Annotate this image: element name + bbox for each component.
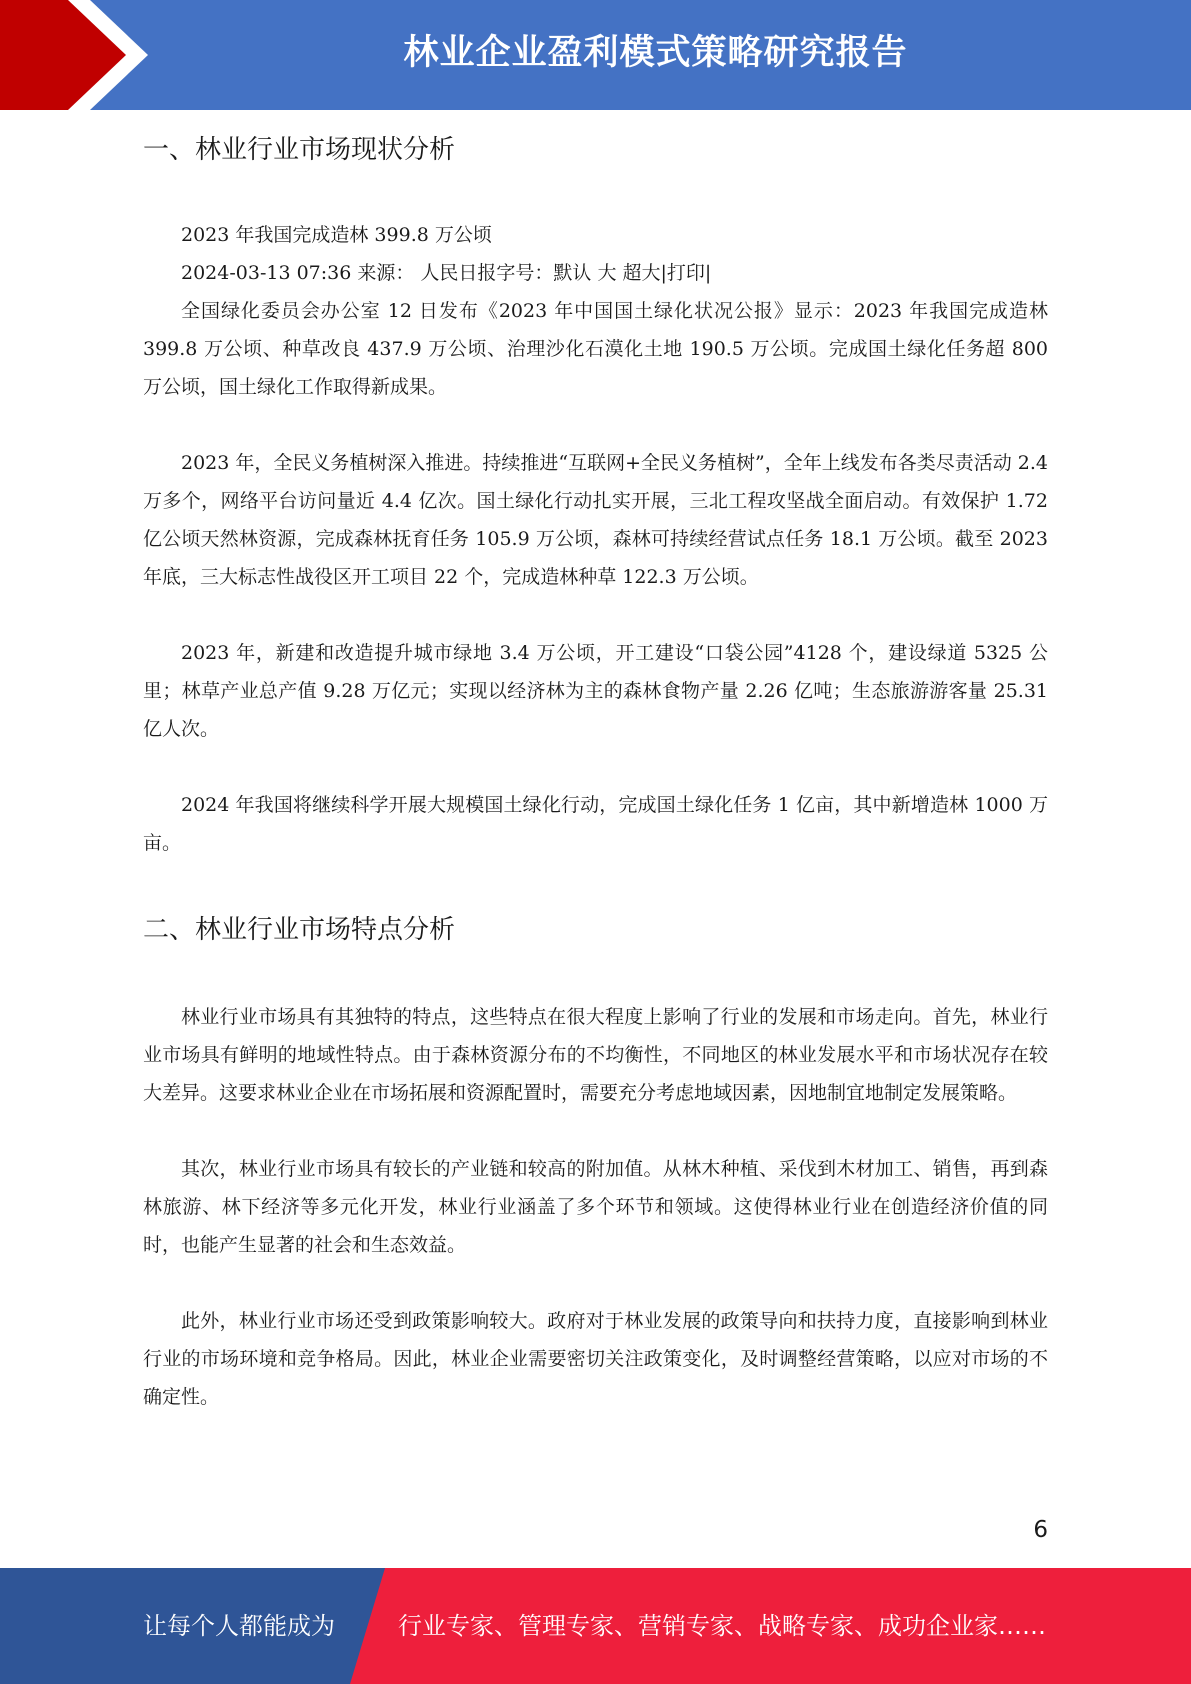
article-headline: 2023 年我国完成造林 399.8 万公顷: [181, 224, 492, 246]
paragraph: 其次，林业行业市场具有较长的产业链和较高的附加值。从林木种植、采伐到木材加工、销售，再到森林旅游、林下经济等多元化开发，林业行业涵盖了多个环节和领域。这使得林业行业在创造经济价值的同时，也能产生显著的社会和生态效益。: [143, 1158, 1048, 1256]
page-content: [143, 132, 1048, 1416]
red-chevron-decoration: [0, 0, 160, 110]
paragraph: 2023 年，全民义务植树深入推进。持续推进“互联网+全民义务植树”，全年上线发布各类尽责活动 2.4 万多个，网络平台访问量近 4.4 亿次。国土绿化行动扎实开展，三北工程攻坚战全面启动。有效保护 1.72 亿公顷天然林资源，完成森林抚育任务 105.9 万公顷，森林可持续经营试点任务 18.1 万公顷。截至 2023 年底，三大标志性战役区开工项目 22 个，完成造林种草 122.3 万公顷。: [143, 452, 1048, 588]
paragraph: 2024 年我国将继续科学开展大规模国土绿化行动，完成国土绿化任务 1 亿亩，其中新增造林 1000 万亩。: [143, 794, 1048, 854]
paragraph: 此外，林业行业市场还受到政策影响较大。政府对于林业发展的政策导向和扶持力度，直接影响到林业行业的市场环境和竞争格局。因此，林业企业需要密切关注政策变化，及时调整经营策略，以应对市场的不确定性。: [143, 1310, 1048, 1408]
paragraph: 全国绿化委员会办公室 12 日发布《2023 年中国国土绿化状况公报》显示：2023 年我国完成造林 399.8 万公顷、种草改良 437.9 万公顷、治理沙化石漠化土地 190.5 万公顷。完成国土绿化任务超 800 万公顷，国土绿化工作取得新成果。: [143, 300, 1048, 398]
paragraph: 2023 年，新建和改造提升城市绿地 3.4 万公顷，开工建设“口袋公园”4128 个，建设绿道 5325 公里；林草产业总产值 9.28 万亿元；实现以经济林为主的森林食物产量 2.26 亿吨；生态旅游游客量 25.31 亿人次。: [143, 642, 1048, 740]
section-heading: 一、林业行业市场现状分析: [143, 135, 456, 165]
page-number: 6: [1033, 1517, 1048, 1543]
footer-slogan-right: 行业专家、管理专家、营销专家、战略专家、成功企业家……: [398, 1612, 1046, 1640]
report-title: 林业企业盈利模式策略研究报告: [403, 33, 908, 73]
article-meta: 2024-03-13 07:36 来源： 人民日报字号：默认 大 超大|打印|: [181, 262, 712, 284]
page-footer: [0, 1568, 1191, 1684]
footer-slogan-left: 让每个人都能成为: [143, 1612, 335, 1640]
paragraph: 林业行业市场具有其独特的特点，这些特点在很大程度上影响了行业的发展和市场走向。首先，林业行业市场具有鲜明的地域性特点。由于森林资源分布的不均衡性，不同地区的林业发展水平和市场状况存在较大差异。这要求林业企业在市场拓展和资源配置时，需要充分考虑地域因素，因地制宜地制定发展策略。: [143, 1006, 1048, 1104]
page-header: [0, 0, 1191, 110]
section-heading: 二、林业行业市场特点分析: [143, 915, 456, 945]
